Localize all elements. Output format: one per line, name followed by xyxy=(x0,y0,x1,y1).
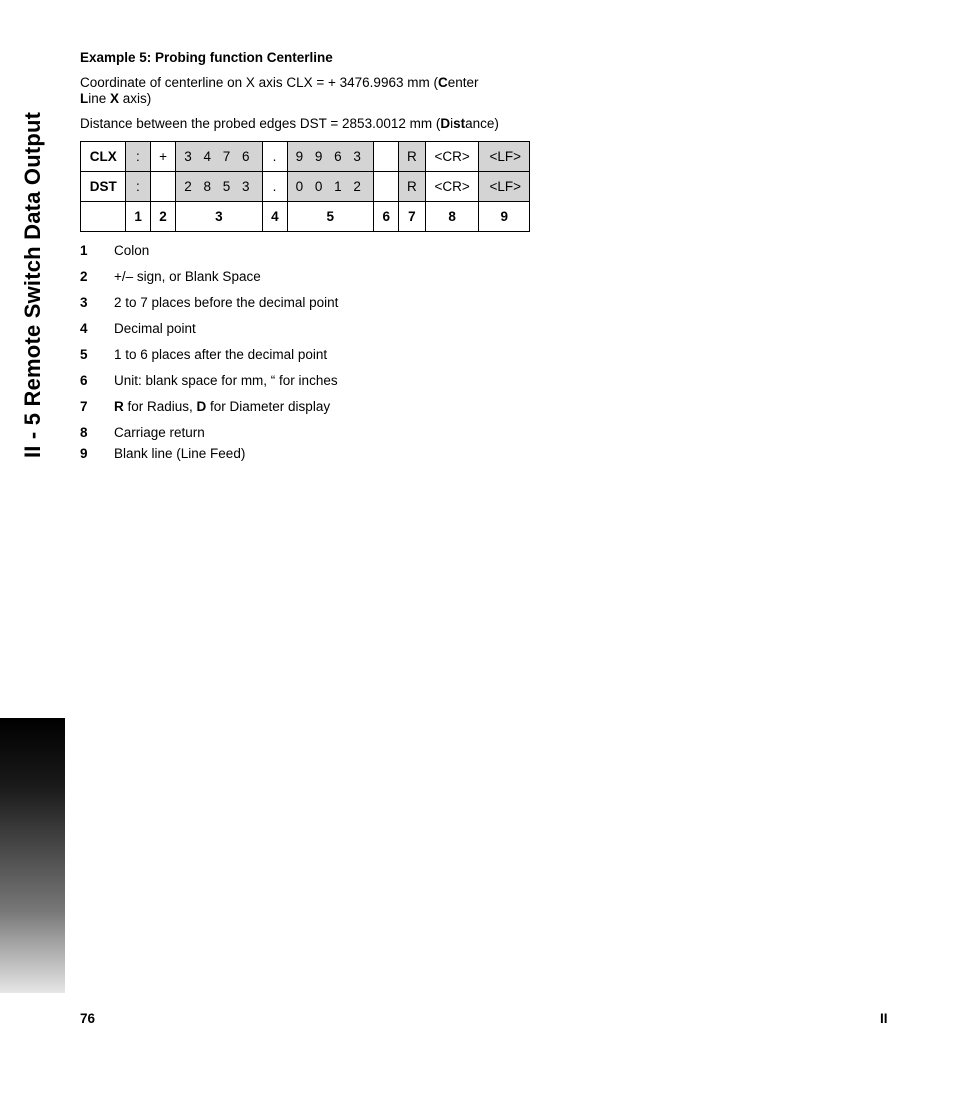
table-cell: 9 9 6 3 xyxy=(287,142,373,172)
side-gradient-bar xyxy=(0,718,65,993)
clx-description: Coordinate of centerline on X axis CLX = + 3476.9963 mm (Center Line X axis) xyxy=(80,75,479,106)
table-cell: : xyxy=(125,172,150,202)
list-item: 2 +/– sign, or Blank Space xyxy=(80,269,261,284)
list-item: 9 Blank line (Line Feed) xyxy=(80,446,246,461)
list-item: 3 2 to 7 places before the decimal point xyxy=(80,295,339,310)
section-marker: II xyxy=(880,1011,888,1026)
table-cell: 0 0 1 2 xyxy=(287,172,373,202)
table-cell: <LF> xyxy=(479,172,530,202)
table-cell: . xyxy=(262,172,287,202)
table-cell: <CR> xyxy=(425,142,479,172)
table-cell xyxy=(373,172,398,202)
table-cell: 7 xyxy=(398,202,425,232)
table-cell xyxy=(373,142,398,172)
table-cell: 8 xyxy=(425,202,479,232)
table-row xyxy=(81,202,530,232)
table-cell: 2 8 5 3 xyxy=(176,172,262,202)
table-cell: 6 xyxy=(373,202,398,232)
page-number: 76 xyxy=(80,1011,96,1026)
section-side-title: II - 5 Remote Switch Data Output xyxy=(20,111,45,458)
list-item: 4 Decimal point xyxy=(80,321,196,336)
row-label-dst: DST xyxy=(81,172,126,202)
legend-list xyxy=(80,243,530,472)
row-label-clx: CLX xyxy=(81,142,126,172)
table-cell: 2 xyxy=(150,202,175,232)
table-cell: + xyxy=(150,142,175,172)
table-cell: <CR> xyxy=(425,172,479,202)
table-cell: 1 xyxy=(125,202,150,232)
table-cell: <LF> xyxy=(479,142,530,172)
dst-description: Distance between the probed edges DST = 2853.0012 mm (Distance) xyxy=(80,116,499,131)
example-heading: Example 5: Probing function Centerline xyxy=(80,50,333,65)
table-cell: 5 xyxy=(287,202,373,232)
table-cell: 3 4 7 6 xyxy=(176,142,262,172)
list-item: 6 Unit: blank space for mm, “ for inches xyxy=(80,373,338,388)
output-format-table xyxy=(80,141,530,232)
table-cell: . xyxy=(262,142,287,172)
table-cell: 9 xyxy=(479,202,530,232)
list-item: 8 Carriage return xyxy=(80,425,205,440)
list-item: 5 1 to 6 places after the decimal point xyxy=(80,347,328,362)
list-item: 7 R for Radius, D for Diameter display xyxy=(80,399,331,414)
table-cell: R xyxy=(398,142,425,172)
table-cell: 4 xyxy=(262,202,287,232)
table-row xyxy=(81,172,530,202)
list-item: 1 Colon xyxy=(80,243,150,258)
table-cell xyxy=(150,172,175,202)
table-cell: 3 xyxy=(176,202,262,232)
table-cell xyxy=(81,202,126,232)
table-cell: : xyxy=(125,142,150,172)
main-content xyxy=(80,50,530,472)
table-row xyxy=(81,142,530,172)
table-cell: R xyxy=(398,172,425,202)
